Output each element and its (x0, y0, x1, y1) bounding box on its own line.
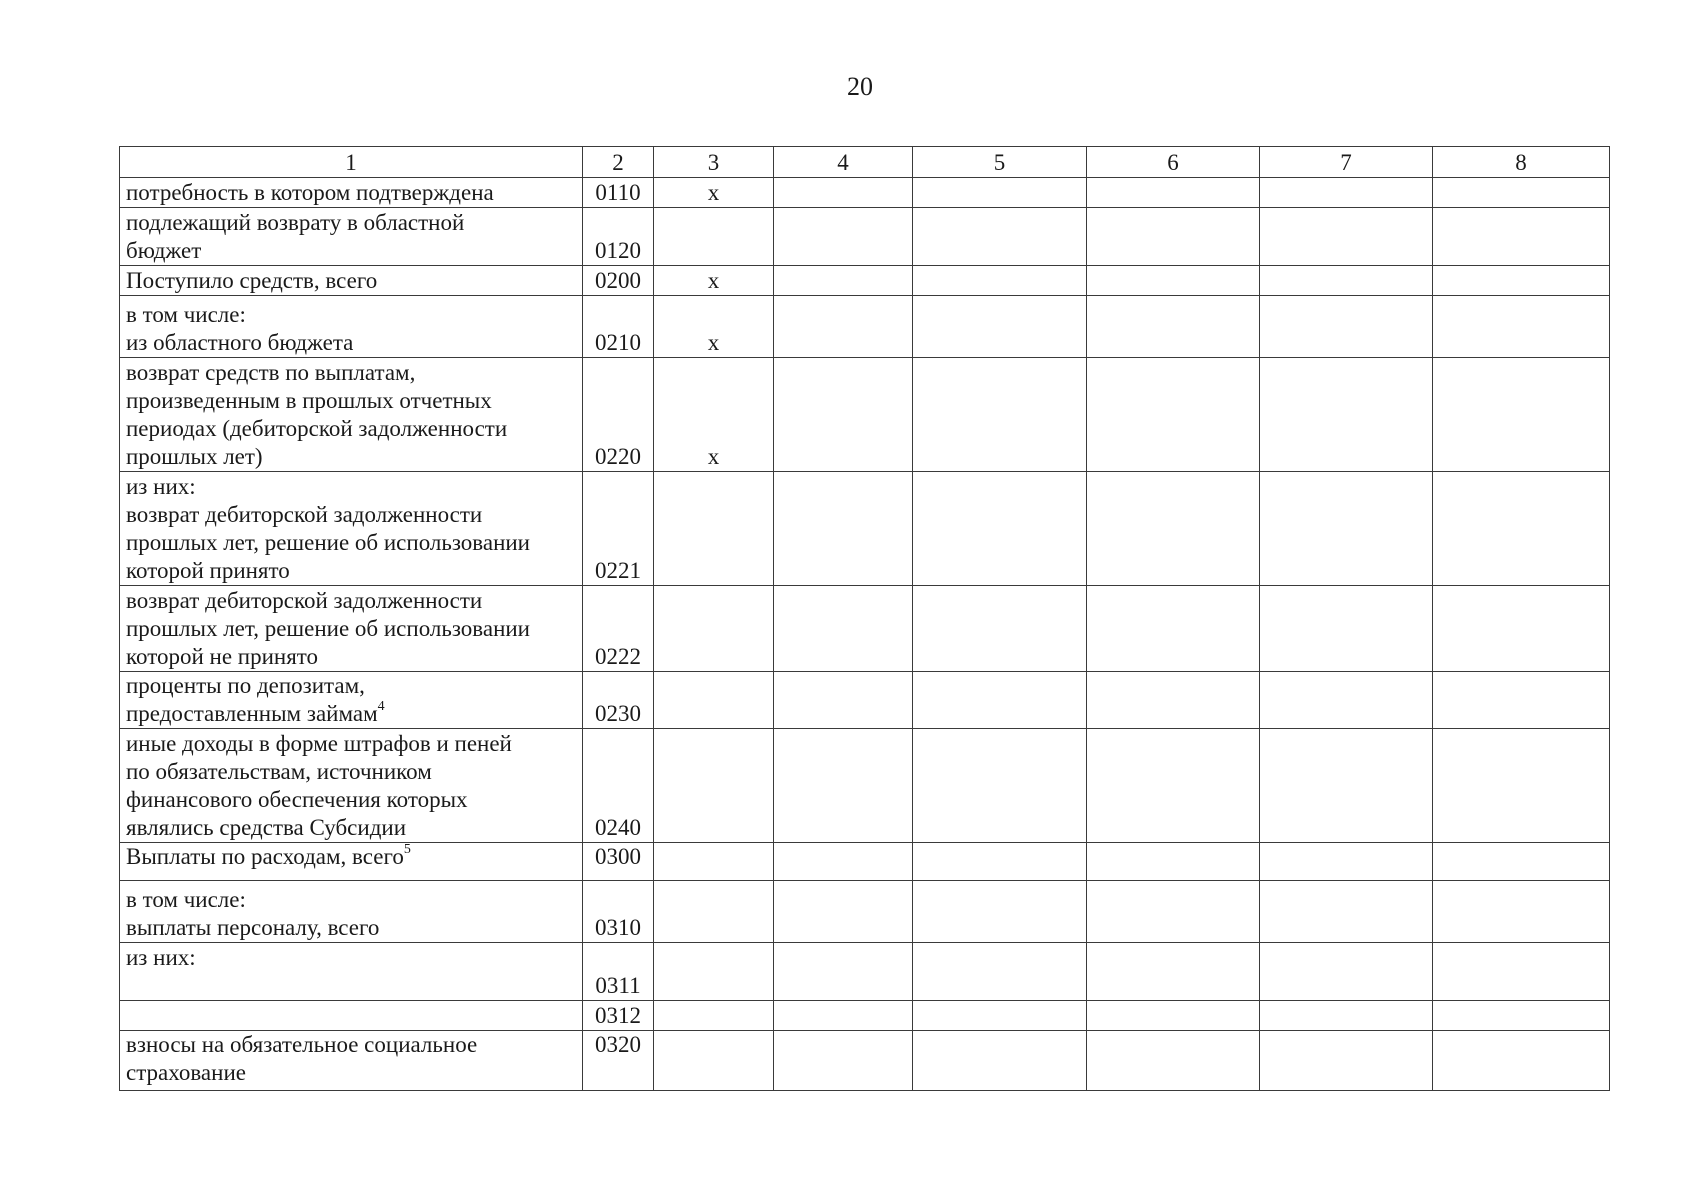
value-cell-col4[interactable] (774, 296, 913, 358)
row-label (120, 178, 583, 208)
value-cell-col6[interactable] (1087, 208, 1260, 266)
row-label (120, 358, 583, 472)
table-row (120, 296, 1610, 358)
value-cell-col5[interactable] (913, 208, 1087, 266)
row-label-line: которой принято (126, 558, 290, 583)
table-row (120, 1031, 1610, 1091)
row-col3 (654, 208, 774, 266)
row-col3 (654, 472, 774, 586)
row-label-line: выплаты персоналу, всего (126, 915, 380, 940)
value-cell-col4[interactable] (774, 266, 913, 296)
value-cell-col7[interactable] (1260, 943, 1433, 1001)
row-label-line: по обязательствам, источником (126, 759, 432, 784)
row-label-line: из них: (126, 474, 196, 499)
value-cell-col4[interactable] (774, 1031, 913, 1091)
table-row (120, 843, 1610, 881)
value-cell-col5[interactable] (913, 729, 1087, 843)
row-label-line: из них: (126, 945, 196, 970)
row-label (120, 943, 583, 1001)
column-header: 6 (1087, 147, 1260, 178)
value-cell-col8[interactable] (1433, 586, 1610, 672)
table-row (120, 472, 1610, 586)
value-cell-col5[interactable] (913, 881, 1087, 943)
row-label-line: взносы на обязательное социальное (126, 1032, 478, 1057)
value-cell-col7[interactable] (1260, 1001, 1433, 1031)
row-label (120, 1031, 583, 1091)
row-code: 0311 (583, 943, 654, 1001)
value-cell-col8[interactable] (1433, 672, 1610, 729)
row-label-line (126, 972, 576, 1000)
row-label-line-wrap (126, 843, 576, 871)
row-code: 0312 (583, 1001, 654, 1031)
value-cell-col8[interactable] (1433, 296, 1610, 358)
value-cell-col5[interactable] (913, 296, 1087, 358)
row-col3: x (654, 358, 774, 472)
row-label-line: иные доходы в форме штрафов и пеней (126, 731, 512, 756)
row-code: 0310 (583, 881, 654, 943)
row-label-line: проценты по депозитам, (126, 673, 365, 698)
value-cell-col6[interactable] (1087, 943, 1260, 1001)
table-row (120, 672, 1610, 729)
value-cell-col4[interactable] (774, 586, 913, 672)
row-code: 0240 (583, 729, 654, 843)
table-row (120, 881, 1610, 943)
value-cell-col5[interactable] (913, 178, 1087, 208)
table-row (120, 943, 1610, 1001)
row-label-line: произведенным в прошлых отчетных (126, 388, 492, 413)
row-label (120, 266, 583, 296)
table-row (120, 208, 1610, 266)
row-col3 (654, 729, 774, 843)
value-cell-col6[interactable] (1087, 472, 1260, 586)
value-cell-col7[interactable] (1260, 672, 1433, 729)
table-row (120, 266, 1610, 296)
value-cell-col6[interactable] (1087, 729, 1260, 843)
row-label-line: в том числе: (126, 887, 246, 912)
value-cell-col7[interactable] (1260, 266, 1433, 296)
value-cell-col4[interactable] (774, 943, 913, 1001)
value-cell-col7[interactable] (1260, 729, 1433, 843)
value-cell-col4[interactable] (774, 843, 913, 881)
row-label (120, 843, 583, 881)
row-label-line-wrap (126, 700, 576, 728)
value-cell-col8[interactable] (1433, 881, 1610, 943)
value-cell-col4[interactable] (774, 881, 913, 943)
row-label-line: страхование (126, 1060, 246, 1085)
row-label (120, 1001, 583, 1031)
row-code: 0300 (583, 843, 654, 881)
row-label (120, 881, 583, 943)
value-cell-col8[interactable] (1433, 266, 1610, 296)
value-cell-col7[interactable] (1260, 208, 1433, 266)
row-col3 (654, 586, 774, 672)
row-code: 0221 (583, 472, 654, 586)
value-cell-col7[interactable] (1260, 472, 1433, 586)
value-cell-col8[interactable] (1433, 1001, 1610, 1031)
row-label-line: финансового обеспечения которых (126, 787, 468, 812)
row-code: 0320 (583, 1031, 654, 1091)
row-label-line (126, 1002, 576, 1030)
row-col3: x (654, 266, 774, 296)
value-cell-col5[interactable] (913, 943, 1087, 1001)
row-label-line: прошлых лет, решение об использовании (126, 530, 530, 555)
value-cell-col4[interactable] (774, 1001, 913, 1031)
value-cell-col6[interactable] (1087, 296, 1260, 358)
value-cell-col7[interactable] (1260, 296, 1433, 358)
row-code: 0120 (583, 208, 654, 266)
value-cell-col5[interactable] (913, 586, 1087, 672)
value-cell-col8[interactable] (1433, 943, 1610, 1001)
table-row (120, 178, 1610, 208)
value-cell-col6[interactable] (1087, 672, 1260, 729)
value-cell-col8[interactable] (1433, 178, 1610, 208)
value-cell-col4[interactable] (774, 178, 913, 208)
row-label-line: потребность в котором подтверждена (126, 180, 494, 205)
row-col3: x (654, 296, 774, 358)
row-label-line: предоставленным займам (126, 701, 378, 726)
row-code: 0200 (583, 266, 654, 296)
row-col3 (654, 672, 774, 729)
row-label (120, 729, 583, 843)
value-cell-col6[interactable] (1087, 178, 1260, 208)
value-cell-col6[interactable] (1087, 586, 1260, 672)
value-cell-col5[interactable] (913, 472, 1087, 586)
value-cell-col8[interactable] (1433, 358, 1610, 472)
report-table-body (120, 178, 1610, 1091)
row-label-line: периодах (дебиторской задолженности (126, 416, 508, 441)
column-header: 3 (654, 147, 774, 178)
row-label-line: Выплаты по расходам, всего (126, 844, 404, 869)
footnote-marker: 4 (377, 699, 385, 715)
row-code: 0230 (583, 672, 654, 729)
row-code: 0110 (583, 178, 654, 208)
row-label-line: возврат дебиторской задолженности (126, 588, 483, 613)
row-label-line: прошлых лет) (126, 444, 263, 469)
column-header: 4 (774, 147, 913, 178)
value-cell-col6[interactable] (1087, 266, 1260, 296)
value-cell-col5[interactable] (913, 843, 1087, 881)
row-label-line: которой не принято (126, 644, 319, 669)
value-cell-col7[interactable] (1260, 586, 1433, 672)
table-row (120, 1001, 1610, 1031)
row-col3: x (654, 178, 774, 208)
row-col3 (654, 881, 774, 943)
table-row (120, 586, 1610, 672)
row-code: 0222 (583, 586, 654, 672)
value-cell-col6[interactable] (1087, 1001, 1260, 1031)
row-label-line: в том числе: (126, 302, 246, 327)
value-cell-col4[interactable] (774, 672, 913, 729)
row-label (120, 296, 583, 358)
value-cell-col4[interactable] (774, 208, 913, 266)
value-cell-col7[interactable] (1260, 358, 1433, 472)
row-label-line: возврат дебиторской задолженности (126, 502, 483, 527)
value-cell-col6[interactable] (1087, 1031, 1260, 1091)
value-cell-col4[interactable] (774, 358, 913, 472)
value-cell-col8[interactable] (1433, 208, 1610, 266)
footnote-marker: 5 (403, 842, 411, 858)
value-cell-col5[interactable] (913, 1001, 1087, 1031)
row-label-line: Поступило средств, всего (126, 268, 378, 293)
value-cell-col5[interactable] (913, 266, 1087, 296)
row-label (120, 672, 583, 729)
column-header: 7 (1260, 147, 1433, 178)
header-row (120, 147, 1610, 178)
row-label-line: прошлых лет, решение об использовании (126, 616, 530, 641)
value-cell-col5[interactable] (913, 358, 1087, 472)
value-cell-col8[interactable] (1433, 843, 1610, 881)
row-label-line: возврат средств по выплатам, (126, 360, 416, 385)
value-cell-col6[interactable] (1087, 358, 1260, 472)
row-col3 (654, 1001, 774, 1031)
value-cell-col8[interactable] (1433, 472, 1610, 586)
row-label (120, 208, 583, 266)
table-row (120, 358, 1610, 472)
row-label (120, 472, 583, 586)
value-cell-col6[interactable] (1087, 881, 1260, 943)
row-label-line: бюджет (126, 238, 202, 263)
value-cell-col4[interactable] (774, 472, 913, 586)
value-cell-col5[interactable] (913, 672, 1087, 729)
row-label-line: из областного бюджета (126, 330, 354, 355)
report-table (119, 146, 1610, 1091)
value-cell-col7[interactable] (1260, 843, 1433, 881)
row-col3 (654, 943, 774, 1001)
row-label (120, 586, 583, 672)
value-cell-col7[interactable] (1260, 178, 1433, 208)
value-cell-col8[interactable] (1433, 1031, 1610, 1091)
row-label-line: являлись средства Субсидии (126, 815, 407, 840)
value-cell-col8[interactable] (1433, 729, 1610, 843)
value-cell-col5[interactable] (913, 1031, 1087, 1091)
value-cell-col6[interactable] (1087, 843, 1260, 881)
column-header: 2 (583, 147, 654, 178)
page-number: 20 (847, 72, 873, 101)
column-header: 8 (1433, 147, 1610, 178)
column-header: 1 (120, 147, 583, 178)
row-label-line: подлежащий возврату в областной (126, 210, 465, 235)
row-col3 (654, 843, 774, 881)
row-code: 0220 (583, 358, 654, 472)
column-header: 5 (913, 147, 1087, 178)
table-row (120, 729, 1610, 843)
row-col3 (654, 1031, 774, 1091)
value-cell-col4[interactable] (774, 729, 913, 843)
value-cell-col7[interactable] (1260, 1031, 1433, 1091)
value-cell-col7[interactable] (1260, 881, 1433, 943)
row-code: 0210 (583, 296, 654, 358)
